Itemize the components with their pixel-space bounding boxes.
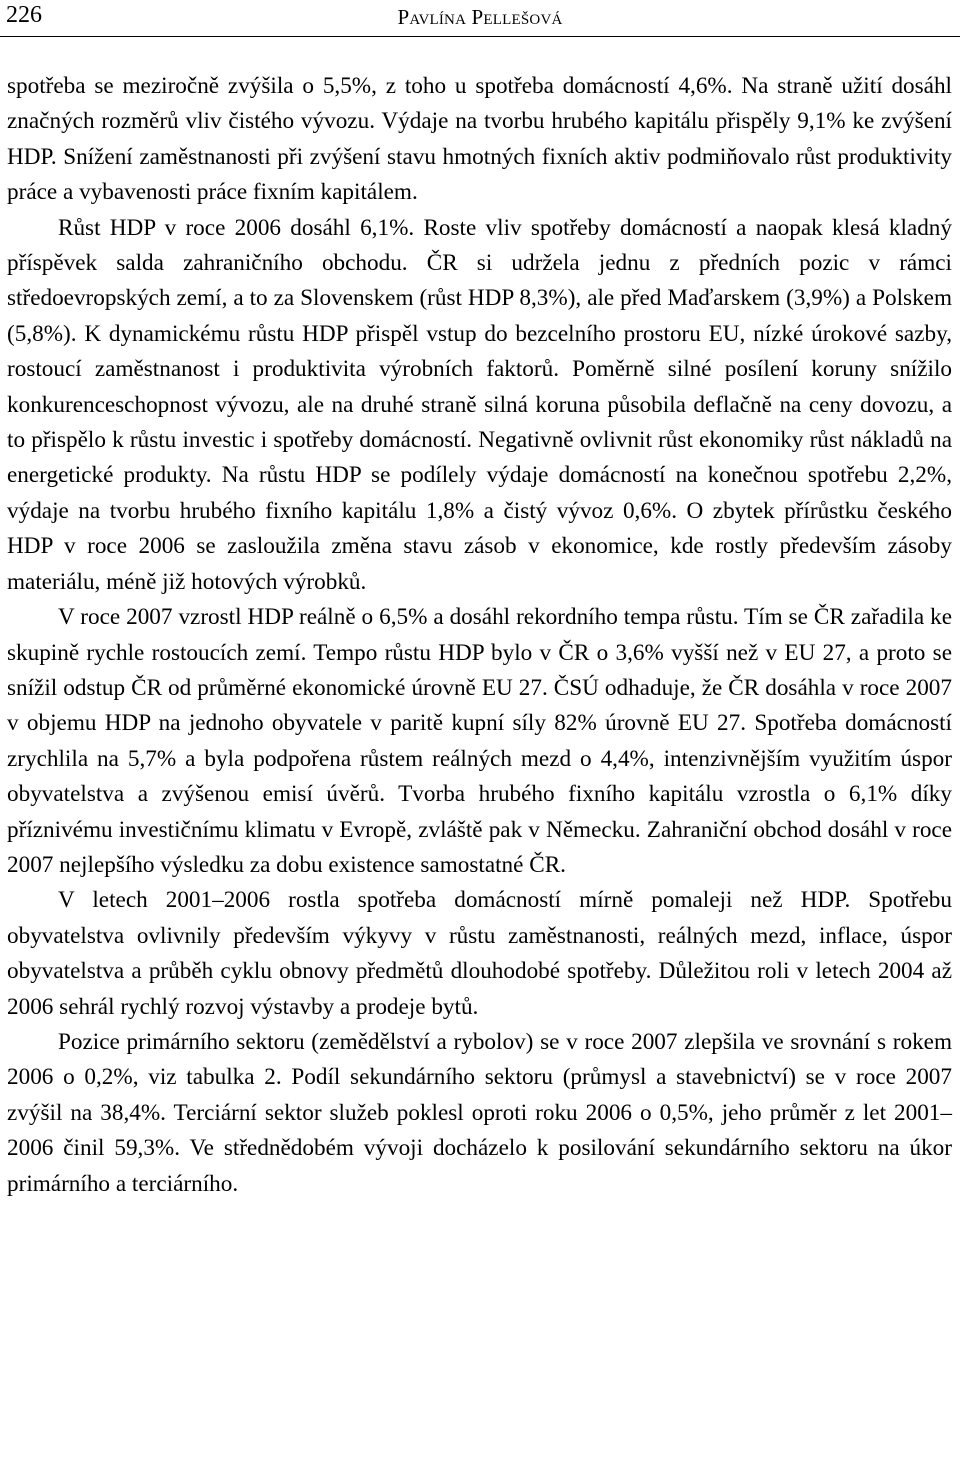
paragraph: spotřeba se meziročně zvýšila o 5,5%, z toho u spotřeba domácností 4,6%. Na straně užití dosáhl značných rozměrů vliv čistého vývozu. Výdaje na tvorbu hrubého kapitálu přispěly 9,1% ke zvýšení HDP. Snížení zaměstnanosti při zvýšení stavu hmotných fixních aktiv podmiňovalo růst produktivity práce a vybavenosti práce fixním kapitálem. (7, 73, 952, 206)
paragraph: Růst HDP v roce 2006 dosáhl 6,1%. Roste vliv spotřeby domácností a naopak klesá kladný příspěvek salda zahraničního obchodu. ČR si udržela jednu z předních pozic v rámci středoevropských zemí, a to za Slovenskem (růst HDP 8,3%), ale před Maďarskem (3,9%) a Polskem (5,8%). K dynamickému růstu HDP přispěl vstup do bezcelního prostoru EU, nízké úrokové sazby, rostoucí zaměstnanost i produktivita výrobních faktorů. Poměrně silné posílení koruny snížilo konkurenceschopnost vývozu, ale na druhé straně silná koruna působila deflačně na ceny dovozu, a to přispělo k růstu investic i spotřeby domácností. Negativně ovlivnit růst ekonomiky růst nákladů na energetické produkty. Na růstu HDP se podílely výdaje domácností na konečnou spotřebu 2,2%, výdaje na tvorbu hrubého fixního kapitálu 1,8% a čistý vývoz 0,6%. O zbytek přírůstku českého HDP v roce 2006 se zasloužila změna stavu zásob v ekonomice, kde rostly především zásoby materiálu, méně již hotových výrobků. (7, 214, 952, 595)
paragraph: V roce 2007 vzrostl HDP reálně o 6,5% a dosáhl rekordního tempa růstu. Tím se ČR zařadila ke skupině rychle rostoucích zemí. Tempo růstu HDP bylo v ČR o 3,6% vyšší než v EU 27, a proto se snížil odstup ČR od průměrné ekonomické úrovně EU 27. ČSÚ odhaduje, že ČR dosáhla v roce 2007 v objemu HDP na jednoho obyvatele v paritě kupní síly 82% úrovně EU 27. Spotřeba domácností zrychlila na 5,7% a byla podpořena růstem reálných mezd o 4,4%, intenzivnějším využitím úspor obyvatelstva a zvýšenou emisí úvěrů. Tvorba hrubého fixního kapitálu vzrostla o 6,1% díky příznivému investičnímu klimatu v Evropě, zvláště pak v Německu. Zahraniční obchod dosáhl v roce 2007 nejlepšího výsledku za dobu existence samostatné ČR. (7, 604, 952, 878)
body-text (7, 69, 952, 1202)
paragraph: V letech 2001–2006 rostla spotřeba domácností mírně pomaleji než HDP. Spotřebu obyvatelstva ovlivnily především výkyvy v růstu zaměstnanosti, reálných mezd, inflace, úspor obyvatelstva a průběh cyklu obnovy předmětů dlouhodobé spotřeby. Důležitou roli v letech 2004 až 2006 sehrál rychlý rozvoj výstavby a prodeje bytů. (7, 887, 952, 1020)
page-header (0, 0, 960, 37)
page-number: 226 (6, 2, 42, 28)
paragraph: Pozice primárního sektoru (zemědělství a rybolov) se v roce 2007 zlepšila ve srovnání s rokem 2006 o 0,2%, viz tabulka 2. Podíl sekundárního sektoru (průmysl a stavebnictví) se v roce 2007 zvýšil na 38,4%. Terciární sektor služeb poklesl oproti roku 2006 o 0,5%, jeho průměr z let 2001–2006 činil 59,3%. Ve střednědobém vývoji docházelo k posilování sekundárního sektoru na úkor primárního a terciárního. (7, 1028, 952, 1197)
running-head-author: Pavlína Pellešová (397, 5, 563, 29)
